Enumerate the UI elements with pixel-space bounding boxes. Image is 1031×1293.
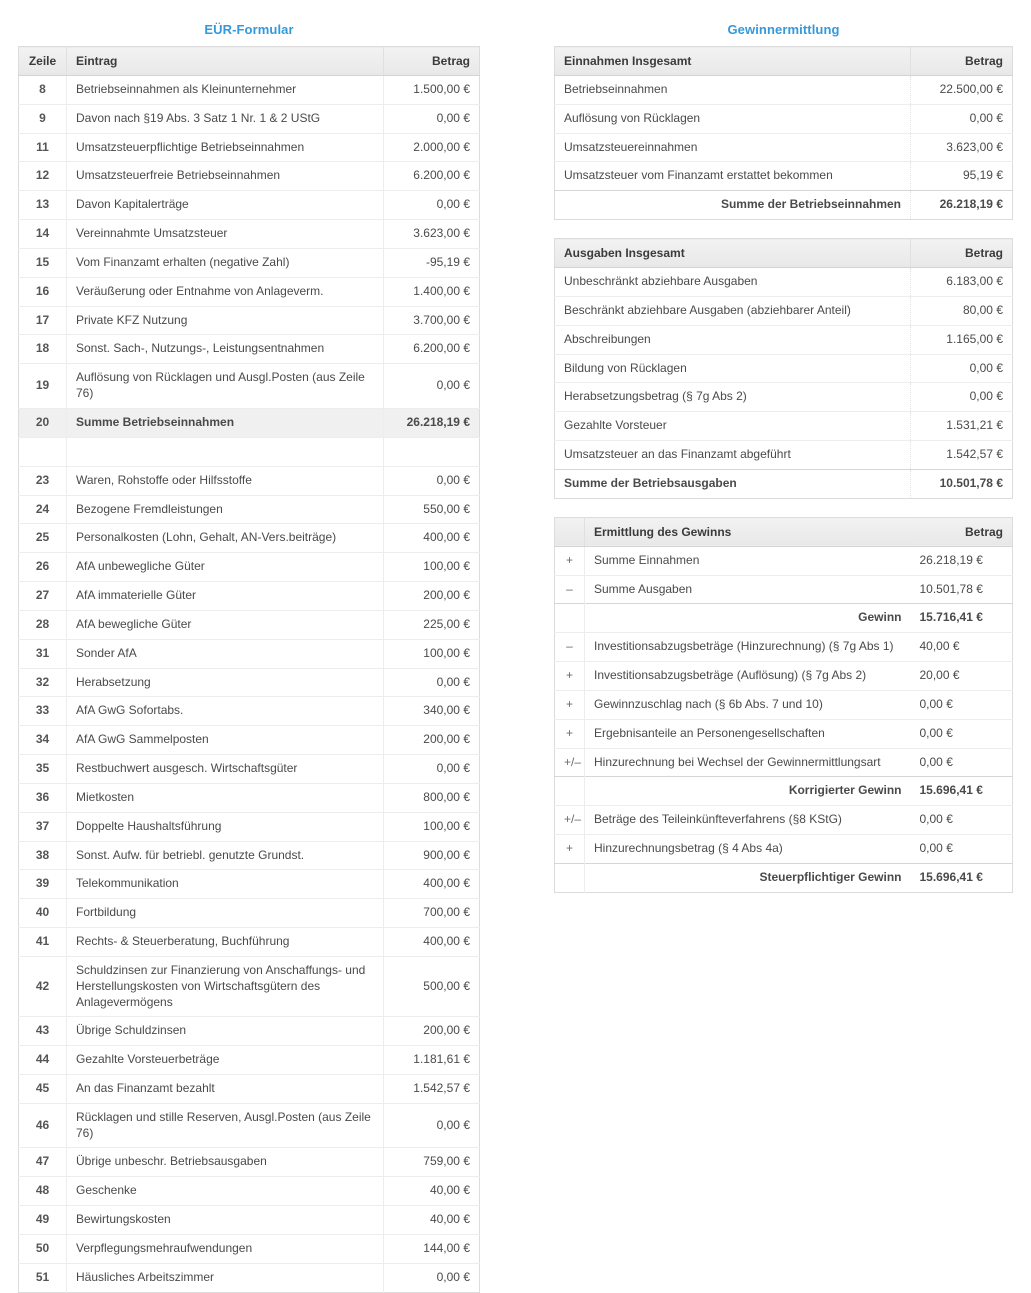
spacer-cell — [19, 437, 67, 466]
income-table-body — [555, 76, 1013, 220]
table-row — [19, 306, 480, 335]
table-row-total — [555, 469, 1013, 498]
cell-value: 6.183,00 € — [911, 268, 1013, 297]
cell-value: 0,00 € — [911, 690, 1013, 719]
spacer-cell — [67, 437, 384, 466]
cell-value: 1.531,21 € — [911, 412, 1013, 441]
cell-betrag: 800,00 € — [384, 783, 480, 812]
cell-betrag: 3.623,00 € — [384, 220, 480, 249]
cell-zeile: 26 — [19, 553, 67, 582]
cell-zeile: 20 — [19, 408, 67, 437]
cell-zeile: 49 — [19, 1206, 67, 1235]
table-row — [19, 812, 480, 841]
cell-eintrag: Übrige Schuldzinsen — [67, 1017, 384, 1046]
cell-sign: + — [555, 662, 585, 691]
cell-betrag: 700,00 € — [384, 899, 480, 928]
cell-zeile: 9 — [19, 104, 67, 133]
cell-eintrag: Herabsetzung — [67, 668, 384, 697]
cell-betrag: 0,00 € — [384, 1263, 480, 1292]
cell-label: Unbeschränkt abziehbare Ausgaben — [564, 274, 758, 289]
profit-panel — [554, 517, 1013, 893]
cell-eintrag: Waren, Rohstoffe oder Hilfsstoffe — [67, 466, 384, 495]
table-row — [555, 835, 1013, 864]
table-row — [555, 412, 1013, 441]
cell-zeile: 40 — [19, 899, 67, 928]
cell-value: 1.542,57 € — [911, 441, 1013, 470]
cell-eintrag: Private KFZ Nutzung — [67, 306, 384, 335]
cell-betrag: 144,00 € — [384, 1234, 480, 1263]
table-row — [555, 806, 1013, 835]
table-row — [19, 1148, 480, 1177]
cell-eintrag: Vereinnahmte Umsatzsteuer — [67, 220, 384, 249]
cell-betrag: -95,19 € — [384, 248, 480, 277]
column-header-betrag: Betrag — [911, 517, 1013, 546]
table-row — [19, 928, 480, 957]
cell-eintrag: Vom Finanzamt erhalten (negative Zahl) — [67, 248, 384, 277]
cell-value: 0,00 € — [911, 719, 1013, 748]
cell-zeile: 41 — [19, 928, 67, 957]
cell-eintrag: AfA unbewegliche Güter — [67, 553, 384, 582]
cell-zeile: 32 — [19, 668, 67, 697]
cell-sign: +/– — [555, 748, 585, 777]
table-row — [555, 76, 1013, 105]
table-row — [19, 1234, 480, 1263]
cell-betrag: 1.400,00 € — [384, 277, 480, 306]
table-row — [555, 268, 1013, 297]
cell-betrag: 1.181,61 € — [384, 1046, 480, 1075]
cell-zeile: 23 — [19, 466, 67, 495]
cell-value: 0,00 € — [911, 748, 1013, 777]
cell-betrag: 0,00 € — [384, 364, 480, 409]
table-row — [555, 546, 1013, 575]
cell-zeile: 43 — [19, 1017, 67, 1046]
table-row — [19, 466, 480, 495]
table-row-total — [555, 777, 1013, 806]
cell-sign: +/– — [555, 806, 585, 835]
cell-eintrag: Fortbildung — [67, 899, 384, 928]
cell-betrag: 1.500,00 € — [384, 76, 480, 105]
cell-betrag: 40,00 € — [384, 1206, 480, 1235]
cell-eintrag: Sonder AfA — [67, 639, 384, 668]
cell-value: 95,19 € — [911, 162, 1013, 191]
cell-zeile: 39 — [19, 870, 67, 899]
cell-label: Hinzurechnung bei Wechsel der Gewinnermittlungsart — [585, 748, 911, 777]
table-row — [19, 162, 480, 191]
expenses-table-body — [555, 268, 1013, 499]
cell-betrag: 100,00 € — [384, 639, 480, 668]
table-row — [19, 899, 480, 928]
table-row — [19, 1046, 480, 1075]
cell-zeile: 31 — [19, 639, 67, 668]
cell-zeile: 38 — [19, 841, 67, 870]
column-header-betrag: Betrag — [911, 239, 1013, 268]
cell-value: 1.165,00 € — [911, 325, 1013, 354]
expenses-table-head — [555, 239, 1013, 268]
cell-value: 80,00 € — [911, 296, 1013, 325]
table-row — [19, 1074, 480, 1103]
table-row — [555, 441, 1013, 470]
cell-betrag: 340,00 € — [384, 697, 480, 726]
cell-sign — [555, 604, 585, 633]
column-header-zeile: Zeile — [19, 47, 67, 76]
table-row — [555, 296, 1013, 325]
cell-zeile: 17 — [19, 306, 67, 335]
table-row — [19, 277, 480, 306]
cell-eintrag: Mietkosten — [67, 783, 384, 812]
cell-label: Summe Ausgaben — [585, 575, 911, 604]
euer-form-table — [18, 46, 480, 1293]
cell-zeile: 46 — [19, 1103, 67, 1148]
cell-value: 40,00 € — [911, 633, 1013, 662]
cell-value: 0,00 € — [911, 104, 1013, 133]
spacer-cell — [384, 437, 480, 466]
cell-label: Umsatzsteuer an das Finanzamt abgeführt — [555, 441, 911, 470]
cell-label: Investitionsabzugsbeträge (Auflösung) (§ 7g Abs 2) — [585, 662, 911, 691]
cell-eintrag: Bewirtungskosten — [67, 1206, 384, 1235]
table-header-row — [555, 517, 1013, 546]
table-row — [19, 335, 480, 364]
table-row — [555, 104, 1013, 133]
cell-betrag: 2.000,00 € — [384, 133, 480, 162]
cell-zeile: 45 — [19, 1074, 67, 1103]
cell-betrag: 900,00 € — [384, 841, 480, 870]
cell-zeile: 8 — [19, 76, 67, 105]
cell-eintrag: Restbuchwert ausgesch. Wirtschaftsgüter — [67, 755, 384, 784]
profit-table-head — [555, 517, 1013, 546]
column-header-eintrag: Eintrag — [67, 47, 384, 76]
column-header-ermittlung: Ermittlung des Gewinns — [585, 517, 911, 546]
cell-betrag: 0,00 € — [384, 466, 480, 495]
table-row — [19, 726, 480, 755]
cell-zeile: 15 — [19, 248, 67, 277]
cell-label: Investitionsabzugsbeträge (Hinzurechnung) (§ 7g Abs 1) — [585, 633, 911, 662]
cell-value: 10.501,78 € — [911, 575, 1013, 604]
cell-betrag: 400,00 € — [384, 524, 480, 553]
cell-total-value: 15.716,41 € — [911, 604, 1013, 633]
cell-zeile: 51 — [19, 1263, 67, 1292]
cell-betrag: 6.200,00 € — [384, 335, 480, 364]
cell-zeile: 24 — [19, 495, 67, 524]
cell-total-value: 10.501,78 € — [911, 469, 1013, 498]
cell-betrag: 500,00 € — [384, 956, 480, 1016]
cell-zeile: 33 — [19, 697, 67, 726]
cell-label: Ergebnisanteile an Personengesellschaften — [585, 719, 911, 748]
cell-zeile: 16 — [19, 277, 67, 306]
cell-betrag: 0,00 € — [384, 1103, 480, 1148]
euer-form-title: EÜR-Formular — [204, 22, 294, 37]
cell-label: Umsatzsteuer vom Finanzamt erstattet bekommen — [555, 162, 911, 191]
cell-sign: + — [555, 719, 585, 748]
cell-zeile: 25 — [19, 524, 67, 553]
cell-zeile: 18 — [19, 335, 67, 364]
table-row — [555, 748, 1013, 777]
cell-eintrag: Summe Betriebseinnahmen — [67, 408, 384, 437]
expenses-table — [554, 238, 1013, 499]
table-header-row — [555, 47, 1013, 76]
cell-total-label: Steuerpflichtiger Gewinn — [585, 863, 911, 892]
table-row — [19, 104, 480, 133]
cell-betrag: 400,00 € — [384, 928, 480, 957]
cell-eintrag: Umsatzsteuerfreie Betriebseinnahmen — [67, 162, 384, 191]
table-row-total — [555, 604, 1013, 633]
table-row — [555, 325, 1013, 354]
table-row — [19, 220, 480, 249]
cell-value: 22.500,00 € — [911, 76, 1013, 105]
table-row — [555, 633, 1013, 662]
cell-label: Beschränkt abziehbare Ausgaben (abziehbarer Anteil) — [555, 296, 911, 325]
table-header-row — [19, 47, 480, 76]
cell-label: Summe Einnahmen — [594, 552, 700, 567]
column-header-ausgaben: Ausgaben Insgesamt — [555, 239, 911, 268]
cell-zeile: 36 — [19, 783, 67, 812]
cell-value: 0,00 € — [911, 835, 1013, 864]
cell-zeile: 37 — [19, 812, 67, 841]
cell-label: Gewinnzuschlag nach (§ 6b Abs. 7 und 10) — [585, 690, 911, 719]
cell-betrag: 0,00 € — [384, 668, 480, 697]
cell-betrag: 200,00 € — [384, 726, 480, 755]
cell-label: Betriebseinnahmen — [564, 82, 668, 96]
cell-betrag: 1.542,57 € — [384, 1074, 480, 1103]
cell-label: Bildung von Rücklagen — [555, 354, 911, 383]
table-row — [19, 133, 480, 162]
cell-zeile: 48 — [19, 1177, 67, 1206]
cell-total-label: Gewinn — [585, 604, 911, 633]
cell-total-value: 26.218,19 € — [911, 191, 1013, 220]
cell-total-value: 15.696,41 € — [911, 863, 1013, 892]
cell-betrag: 26.218,19 € — [384, 408, 480, 437]
column-header-betrag: Betrag — [911, 47, 1013, 76]
column-header-einnahmen: Einnahmen Insgesamt — [555, 47, 911, 76]
cell-value: 0,00 € — [911, 354, 1013, 383]
cell-sign — [555, 863, 585, 892]
cell-eintrag: Übrige unbeschr. Betriebsausgaben — [67, 1148, 384, 1177]
table-row — [555, 162, 1013, 191]
cell-sign: + — [555, 546, 585, 575]
table-row-summary — [19, 408, 480, 437]
cell-zeile: 27 — [19, 582, 67, 611]
income-table — [554, 46, 1013, 220]
table-row — [19, 1206, 480, 1235]
cell-value: 3.623,00 € — [911, 133, 1013, 162]
cell-eintrag: Verpflegungsmehraufwendungen — [67, 1234, 384, 1263]
cell-zeile: 44 — [19, 1046, 67, 1075]
cell-eintrag: Häusliches Arbeitszimmer — [67, 1263, 384, 1292]
table-spacer-row — [19, 437, 480, 466]
cell-betrag: 100,00 € — [384, 553, 480, 582]
cell-sign: – — [555, 633, 585, 662]
cell-eintrag: AfA bewegliche Güter — [67, 610, 384, 639]
cell-value: 0,00 € — [911, 383, 1013, 412]
cell-zeile: 35 — [19, 755, 67, 784]
table-row — [555, 690, 1013, 719]
cell-label: Hinzurechnungsbetrag (§ 4 Abs 4a) — [585, 835, 911, 864]
cell-eintrag: Schuldzinsen zur Finanzierung von Anschaffungs- und Herstellungskosten von Wirtschaftsgütern des Anlagevermögens — [67, 956, 384, 1016]
cell-label: Umsatzsteuereinnahmen — [555, 133, 911, 162]
table-row — [19, 755, 480, 784]
table-row — [19, 668, 480, 697]
cell-eintrag: Veräußerung oder Entnahme von Anlageverm. — [67, 277, 384, 306]
cell-sign: + — [555, 690, 585, 719]
table-row — [555, 662, 1013, 691]
table-row — [555, 719, 1013, 748]
cell-sign: + — [555, 835, 585, 864]
cell-zeile: 42 — [19, 956, 67, 1016]
table-row — [19, 1177, 480, 1206]
cell-betrag: 6.200,00 € — [384, 162, 480, 191]
column-header-sign — [555, 517, 585, 546]
cell-eintrag: AfA immaterielle Güter — [67, 582, 384, 611]
cell-eintrag: Bezogene Fremdleistungen — [67, 495, 384, 524]
cell-eintrag: AfA GwG Sammelposten — [67, 726, 384, 755]
cell-zeile: 28 — [19, 610, 67, 639]
cell-total-label: Korrigierter Gewinn — [585, 777, 911, 806]
table-row — [19, 697, 480, 726]
table-row — [19, 191, 480, 220]
cell-zeile: 14 — [19, 220, 67, 249]
euer-form-table-body — [19, 76, 480, 1293]
euer-form-column — [18, 0, 480, 1293]
cell-zeile: 34 — [19, 726, 67, 755]
cell-eintrag: An das Finanzamt bezahlt — [67, 1074, 384, 1103]
cell-eintrag: Davon nach §19 Abs. 3 Satz 1 Nr. 1 & 2 UStG — [67, 104, 384, 133]
cell-betrag: 40,00 € — [384, 1177, 480, 1206]
table-row — [19, 841, 480, 870]
table-header-row — [555, 239, 1013, 268]
table-row-total — [555, 863, 1013, 892]
cell-betrag: 0,00 € — [384, 104, 480, 133]
cell-eintrag: Rechts- & Steuerberatung, Buchführung — [67, 928, 384, 957]
profit-calculation-column — [554, 0, 1013, 911]
cell-eintrag: Betriebseinnahmen als Kleinunternehmer — [76, 82, 297, 96]
table-row — [19, 956, 480, 1016]
cell-eintrag: Doppelte Haushaltsführung — [67, 812, 384, 841]
cell-value: 26.218,19 € — [919, 552, 983, 567]
cell-betrag: 0,00 € — [384, 191, 480, 220]
table-row — [19, 1017, 480, 1046]
cell-eintrag: Gezahlte Vorsteuerbeträge — [67, 1046, 384, 1075]
cell-eintrag: Rücklagen und stille Reserven, Ausgl.Posten (aus Zeile 76) — [67, 1103, 384, 1148]
table-row — [19, 870, 480, 899]
table-row — [555, 575, 1013, 604]
cell-eintrag: Auflösung von Rücklagen und Ausgl.Posten (aus Zeile 76) — [67, 364, 384, 409]
cell-zeile: 47 — [19, 1148, 67, 1177]
table-row — [19, 1103, 480, 1148]
table-row — [555, 354, 1013, 383]
cell-betrag: 550,00 € — [384, 495, 480, 524]
cell-label: Abschreibungen — [555, 325, 911, 354]
cell-zeile: 50 — [19, 1234, 67, 1263]
cell-sign — [555, 777, 585, 806]
table-row — [555, 383, 1013, 412]
cell-betrag: 3.700,00 € — [384, 306, 480, 335]
cell-eintrag: Umsatzsteuerpflichtige Betriebseinnahmen — [67, 133, 384, 162]
table-row — [19, 553, 480, 582]
cell-zeile: 11 — [19, 133, 67, 162]
profit-table — [554, 517, 1013, 893]
cell-label: Auflösung von Rücklagen — [555, 104, 911, 133]
income-panel — [554, 46, 1013, 220]
cell-eintrag: AfA GwG Sofortabs. — [67, 697, 384, 726]
table-row — [19, 610, 480, 639]
cell-zeile: 12 — [19, 162, 67, 191]
table-row — [19, 364, 480, 409]
cell-value: 20,00 € — [911, 662, 1013, 691]
cell-eintrag: Sonst. Sach-, Nutzungs-, Leistungsentnahmen — [67, 335, 384, 364]
cell-eintrag: Telekommunikation — [67, 870, 384, 899]
cell-betrag: 200,00 € — [384, 1017, 480, 1046]
cell-betrag: 225,00 € — [384, 610, 480, 639]
euer-form-table-head — [19, 47, 480, 76]
cell-label: Herabsetzungsbetrag (§ 7g Abs 2) — [555, 383, 911, 412]
cell-betrag: 100,00 € — [384, 812, 480, 841]
cell-betrag: 200,00 € — [384, 582, 480, 611]
column-header-betrag: Betrag — [384, 47, 480, 76]
cell-eintrag: Sonst. Aufw. für betriebl. genutzte Grundst. — [67, 841, 384, 870]
cell-eintrag: Davon Kapitalerträge — [67, 191, 384, 220]
profit-table-body — [555, 546, 1013, 892]
cell-betrag: 400,00 € — [384, 870, 480, 899]
table-row — [19, 248, 480, 277]
table-row — [19, 495, 480, 524]
cell-sign: – — [555, 575, 585, 604]
cell-zeile: 13 — [19, 191, 67, 220]
cell-total-label: Summe der Betriebsausgaben — [555, 469, 911, 498]
cell-total-value: 15.696,41 € — [911, 777, 1013, 806]
table-row — [19, 1263, 480, 1292]
table-row — [555, 133, 1013, 162]
cell-zeile: 19 — [19, 364, 67, 409]
cell-total-label: Summe der Betriebseinnahmen — [555, 191, 911, 220]
table-row-total — [555, 191, 1013, 220]
expenses-panel — [554, 238, 1013, 499]
table-row — [19, 582, 480, 611]
income-table-head — [555, 47, 1013, 76]
gewinnermittlung-title: Gewinnermittlung — [727, 22, 840, 37]
table-row — [19, 76, 480, 105]
cell-value: 0,00 € — [911, 806, 1013, 835]
cell-betrag: 0,00 € — [384, 755, 480, 784]
cell-eintrag: Geschenke — [67, 1177, 384, 1206]
cell-label: Beträge des Teileinkünfteverfahrens (§8 KStG) — [585, 806, 911, 835]
table-row — [19, 783, 480, 812]
cell-label: Gezahlte Vorsteuer — [555, 412, 911, 441]
cell-betrag: 759,00 € — [384, 1148, 480, 1177]
table-row — [19, 524, 480, 553]
cell-eintrag: Personalkosten (Lohn, Gehalt, AN-Vers.beiträge) — [67, 524, 384, 553]
table-row — [19, 639, 480, 668]
